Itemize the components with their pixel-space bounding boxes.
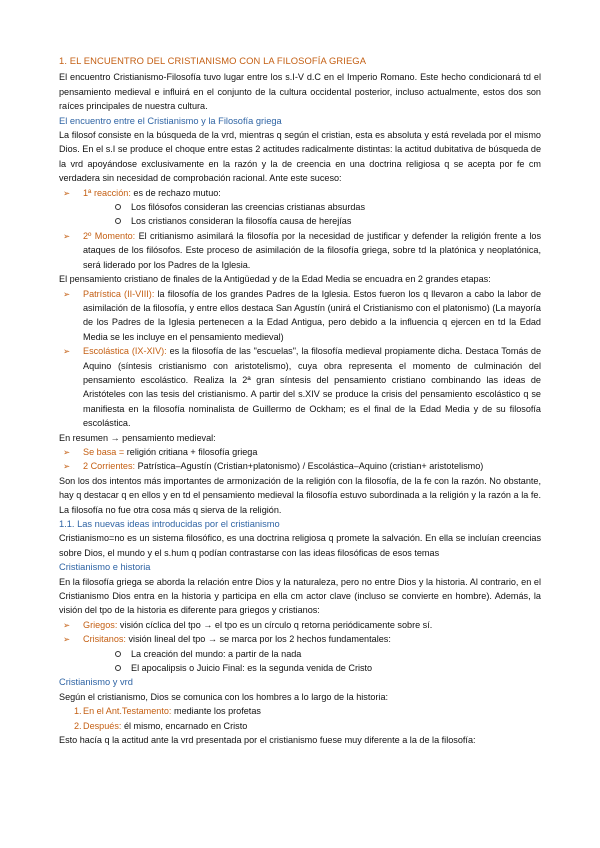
item-label: Patrística (II-VIII):: [83, 288, 155, 299]
arrow-bullet-icon: ➢: [63, 634, 71, 645]
sublist-text: El apocalipsis o Juicio Final: es la segunda venida de Cristo: [131, 663, 373, 674]
numbered-item: [59, 704, 541, 718]
sublist-item: [83, 661, 541, 675]
item-label: Griegos:: [83, 619, 118, 630]
paragraph-historia: En la filosofía griega se aborda la relación entre Dios y la naturaleza, pero no entre Dios y la historia. Al contrario, en el Cristianismo Dios entra en la historia y participa en ella cm actor clave (incluso se convierte en hombre). Además, la visión del tpo de la historia es diferente para griegos y cristianos:: [59, 576, 541, 616]
paragraph-closing: Esto hacía q la actitud ante la vrd presentada por el cristianismo fuese muy diferente a la de la filosofía:: [59, 735, 476, 746]
item-text: visión lineal del tpo → se marca por los 2 hechos fundamentales:: [125, 634, 391, 645]
paragraph-armonizacion: Son los dos intentos más importantes de armonización de la religión con la filosofía, de la fe con la razón. No obstante, hay q destacar q en ellos y en td el pensamiento medieval la filosofía estuvo subordinada a la religión y la razón a la fe. La filosofía no fue otra cosa más q sierva de la religión.: [59, 475, 541, 515]
summary-list: [59, 445, 541, 474]
item-text: El critianismo asimilará la filosofía por la necesidad de justificar y defender la religión frente a los ataques de los filósofos. Este proceso de asimilación de la filosofía griega, sobre td la platónica y neoplatónica, será liderado por los Padres de la Iglesia.: [83, 230, 541, 270]
vrd-list: [59, 704, 541, 733]
arrow-bullet-icon: ➢: [63, 446, 71, 457]
section-heading-1: 1. EL ENCUENTRO DEL CRISTIANISMO CON LA FILOSOFÍA GRIEGA: [59, 55, 367, 66]
sublist-item: [83, 647, 541, 661]
historia-list: [59, 618, 541, 676]
sublist: [83, 200, 541, 229]
arrow-bullet-icon: ➢: [63, 230, 71, 241]
sublist-item: [83, 214, 541, 228]
item-label: 2º Momento:: [83, 230, 136, 241]
list-item-griegos: [59, 618, 541, 632]
stages-list: [59, 287, 541, 431]
intro-paragraph: El encuentro Cristianismo-Filosofía tuvo lugar entre los s.I-V d.C en el Imperio Romano. Este hecho condicionará td el pensamiento medieval e influirá en el conjunto de la cultura occidental posterior, incluso actualmente, estos dos son raíces principales de nuestra cultura.: [59, 72, 541, 112]
sublist: [83, 647, 541, 676]
circle-bullet-icon: [115, 218, 121, 224]
document-page: [59, 54, 541, 748]
subheading-vrd: Cristianismo y vrd: [59, 677, 133, 688]
circle-bullet-icon: [115, 665, 121, 671]
sublist-text: La creación del mundo: a partir de la nada: [131, 648, 302, 659]
list-item-patristica: [59, 287, 541, 345]
subheading-encuentro: El encuentro entre el Cristianismo y la Filosofía griega: [59, 115, 282, 126]
paragraph-nuevas-ideas: Cristianismo=no es un sistema filosófico, es una doctrina religiosa q promete la salvación. En ella se incluían creencias sobre Dios, el mundo y el s.hum q podían contrastarse con las ideas filosóficas de esos temas: [59, 533, 541, 558]
paragraph-vrd: Según el cristianismo, Dios se comunica con los hombres a lo largo de la historia:: [59, 691, 389, 702]
sublist-text: Los filósofos consideran las creencias cristianas absurdas: [131, 202, 366, 213]
numbered-item: [59, 719, 541, 733]
section-heading-1-1: 1.1. Las nuevas ideas introducidas por el cristianismo: [59, 519, 280, 529]
item-number: 2.: [74, 720, 82, 731]
item-text: es de rechazo mutuo:: [130, 187, 221, 198]
item-label: 1ª reacción:: [83, 187, 131, 198]
sublist-item: [83, 200, 541, 214]
paragraph-etapas: El pensamiento cristiano de finales de la Antigüedad y de la Edad Media se encuadra en 2 grandes etapas:: [59, 274, 491, 285]
list-item-cristianos: [59, 632, 541, 675]
item-text: es la filosofía de las "escuelas", la filosofía medieval propiamente dicha. Destaca Tomás de Aquino (síntesis cristianismo con aristotelismo), cuya obra representa el momento de culminación del pensamiento escolástico. Realiza la 2ª gran síntesis del pensamiento cristiano combinando las ideas de Aristóteles con las tesis del cristianismo. A partir del s.XIV se produce la crisis del pensamiento escolástico q se manifiesta en la filosofía nominalista de Guillermo de Ockham; es el final de la Edad Media y de su filosofía escolástica.: [83, 346, 541, 429]
circle-bullet-icon: [115, 651, 121, 657]
list-item-reaction-1: [59, 186, 541, 229]
subheading-historia: Cristianismo e historia: [59, 562, 151, 573]
item-label: 2 Corrientes:: [83, 461, 136, 472]
circle-bullet-icon: [115, 204, 121, 210]
arrow-bullet-icon: ➢: [63, 346, 71, 357]
item-text: religión critiana + filosofía griega: [124, 446, 258, 457]
item-text: mediante los profetas: [171, 706, 261, 717]
paragraph-filosofia: La filosof consiste en la búsqueda de la vrd, mientras q según el cristian, esta es absoluta y está revelada por el mismo Dios. En el s.I se produce el choque entre estas 2 actitudes radicalmente distintas: la actitud dubitativa de búsqueda de la vrd apoyándose exclusivamente en la razón y la de creencia en una doctrina religiosa q se acepta por fe cm verdadera sin necesidad de comprobación racional. Ante este suceso:: [59, 130, 541, 184]
item-label: Después:: [83, 720, 122, 731]
item-text: Patrística–Agustín (Cristian+platonismo) / Escolástica–Aquino (cristian+ aristotelismo): [135, 461, 484, 472]
arrow-bullet-icon: ➢: [63, 461, 71, 472]
item-number: 1.: [74, 706, 82, 717]
list-item-reaction-2: [59, 229, 541, 272]
reactions-list: [59, 186, 541, 272]
list-item-summary: [59, 459, 541, 473]
list-item-summary: [59, 445, 541, 459]
item-label: En el Ant.Testamento:: [83, 706, 172, 717]
item-label: Se basa =: [83, 446, 125, 457]
arrow-bullet-icon: ➢: [63, 288, 71, 299]
item-text: él mismo, encarnado en Cristo: [121, 720, 248, 731]
item-label: Escolástica (IX-XIV):: [83, 346, 167, 357]
summary-intro: En resumen → pensamiento medieval:: [59, 432, 216, 443]
item-label: Crisitanos:: [83, 634, 126, 645]
item-text: la filosofía de los grandes Padres de la Iglesia. Estos fueron los q llevaron a cabo la labor de asimilación de la filosofía, y entre ellos destaca San Agustín (unirá el Cristianismo con el platonismo) (La mayoría de los Padres de la Iglesia pertenecen a la Edad Antigua, pero debido a la influencia q ejercen en td la Edad Media se les incluye en el pensamiento medieval): [83, 288, 541, 342]
list-item-escolastica: [59, 344, 541, 430]
arrow-bullet-icon: ➢: [63, 187, 71, 198]
arrow-bullet-icon: ➢: [63, 619, 71, 630]
sublist-text: Los cristianos consideran la filosofía causa de herejías: [131, 216, 352, 227]
item-text: visión cíclica del tpo → el tpo es un círculo q retorna periódicamente sobre sí.: [117, 619, 433, 630]
